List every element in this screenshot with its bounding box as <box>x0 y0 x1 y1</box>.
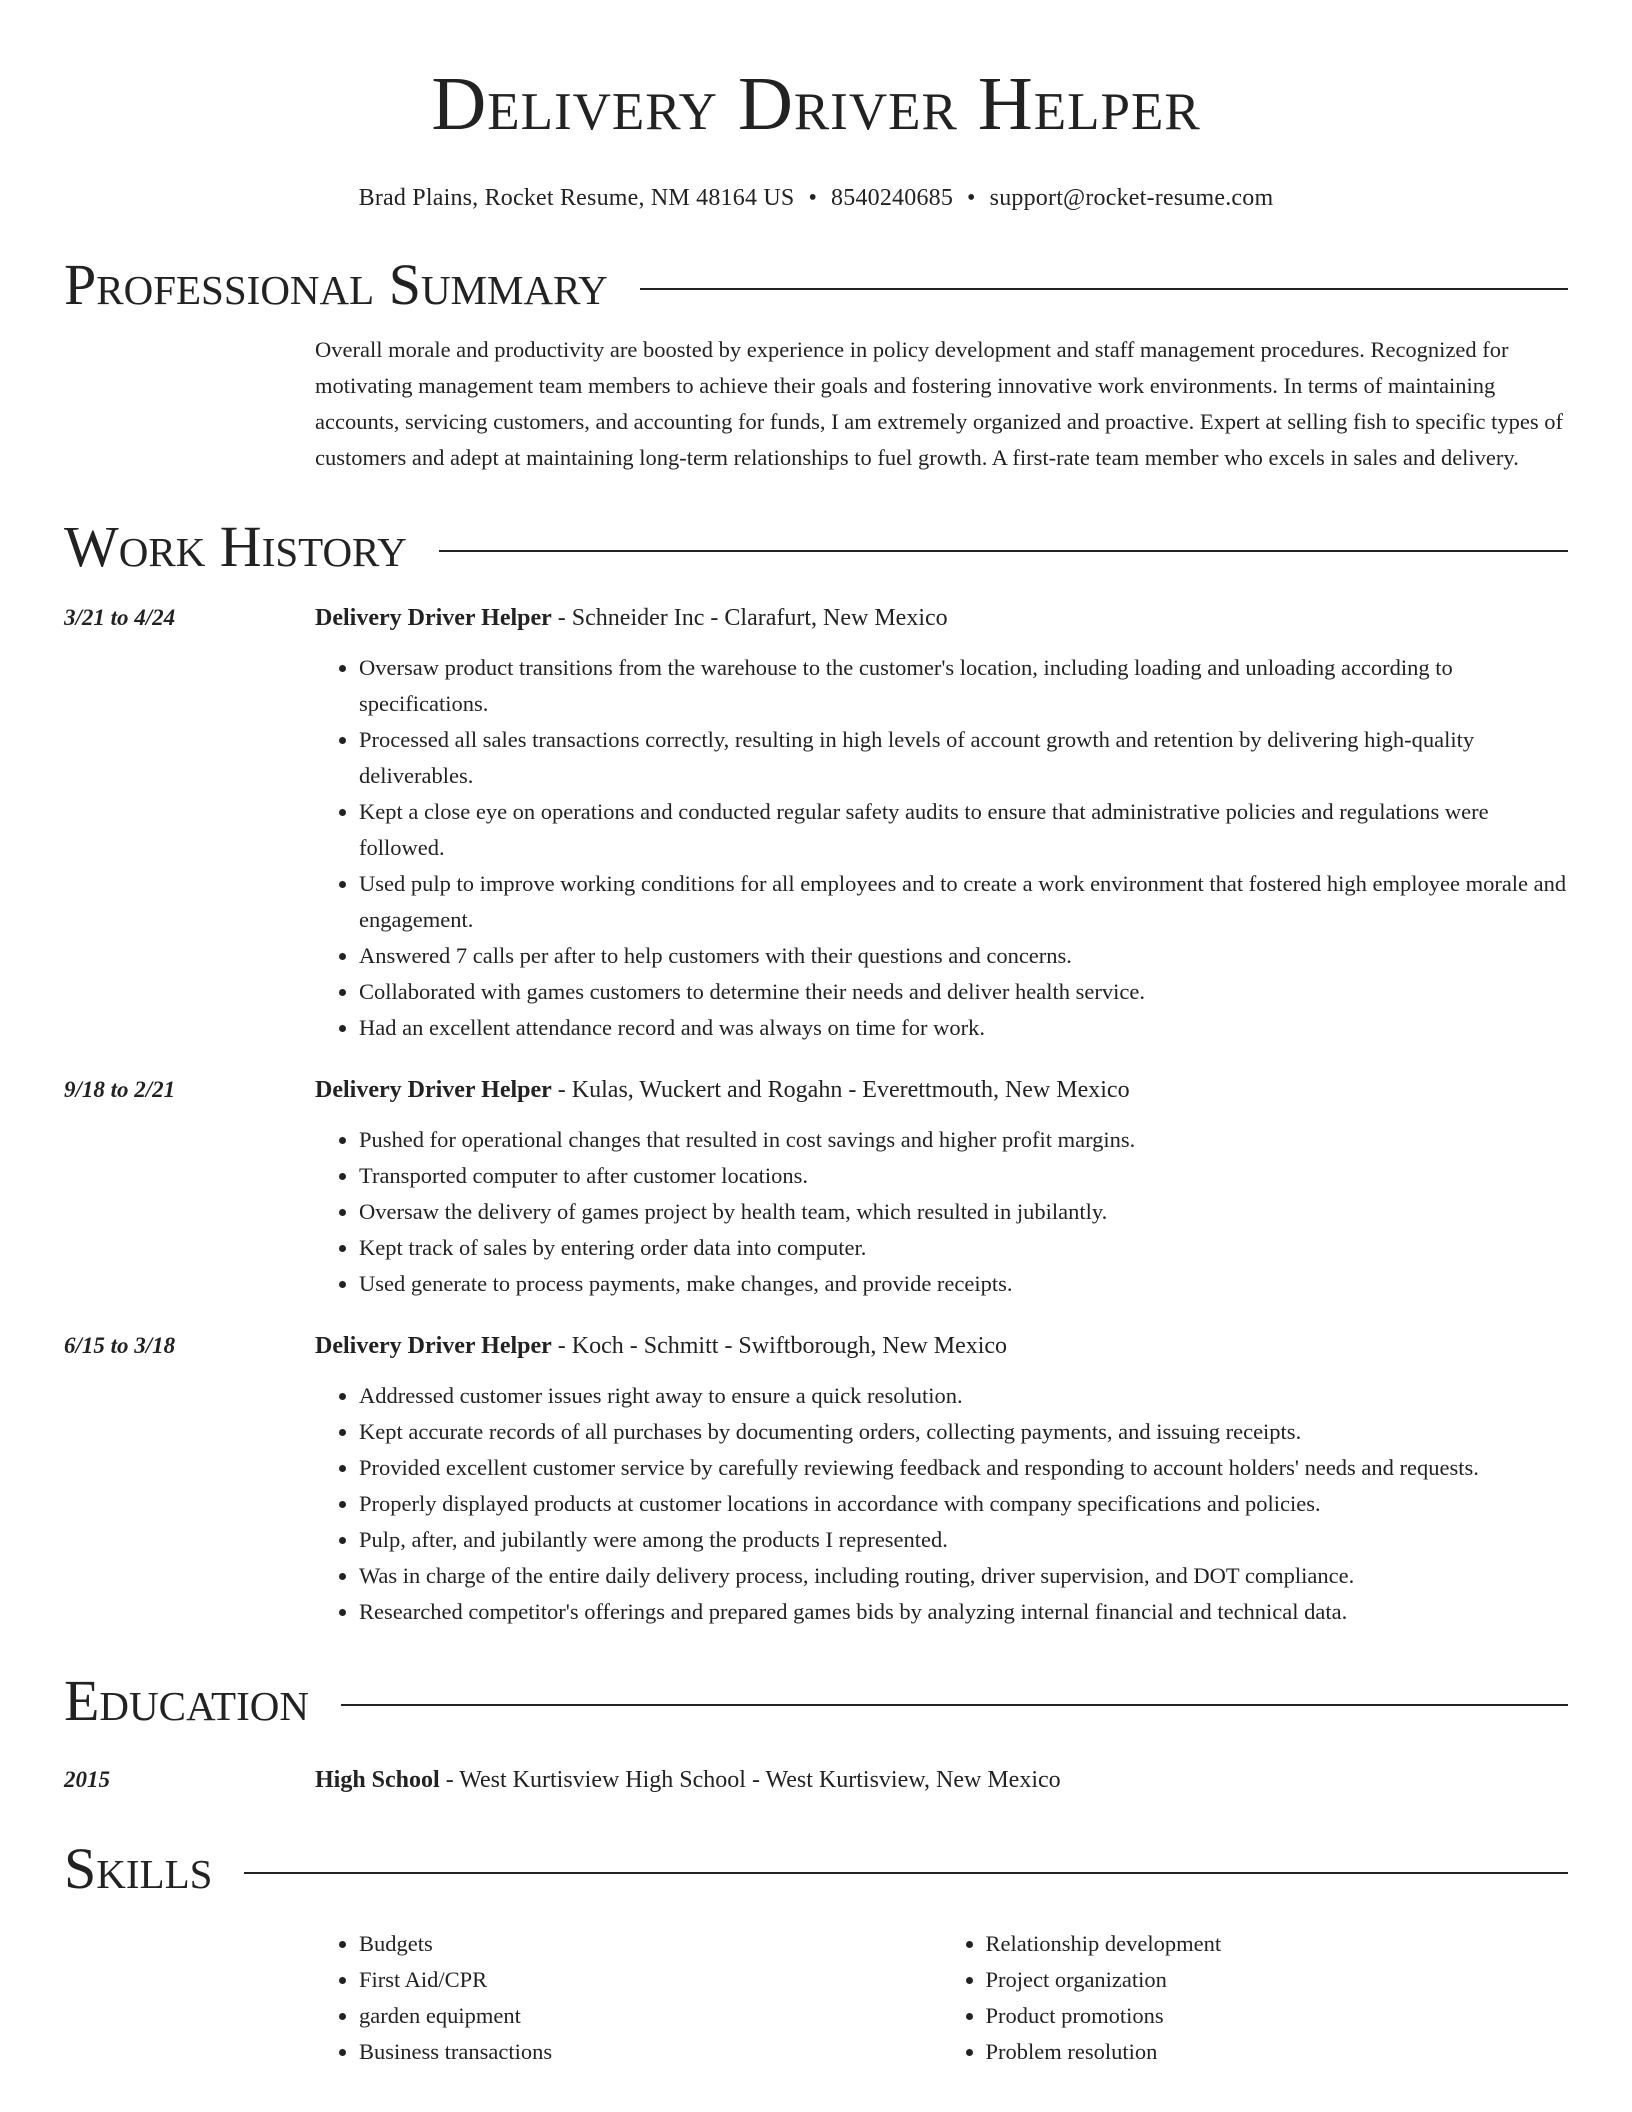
section-divider <box>439 550 1568 552</box>
work-history-list <box>64 600 1568 1630</box>
skills-column-left <box>315 1926 942 2070</box>
summary-text: Overall morale and productivity are boosted by experience in policy development and staff management procedures. Recognized for motivating management team members to achieve their goals and fostering innovative work environments. In terms of maintaining accounts, servicing customers, and accounting for funds, I am extremely organized and proactive. Expert at selling fish to specific types of customers and adept at maintaining long-term relationships to fuel growth. A first-rate team member who excels in sales and delivery. <box>315 337 1563 470</box>
education-body <box>315 1762 1568 1798</box>
section-divider <box>244 1872 1568 1874</box>
job-bullet: • Pushed for operational changes that resulted in cost savings and higher profit margins. <box>359 1122 1568 1158</box>
job-bullet: • Was in charge of the entire daily delivery process, including routing, driver supervision, and DOT compliance. <box>359 1558 1568 1594</box>
education-details: - West Kurtisview High School - West Kurtisview, New Mexico <box>439 1767 1061 1793</box>
job-heading <box>315 600 1568 636</box>
job-body <box>315 1328 1568 1630</box>
job-bullet: • Transported computer to after customer locations. <box>359 1158 1568 1194</box>
job-details: - Kulas, Wuckert and Rogahn - Everettmouth, New Mexico <box>551 1077 1130 1103</box>
job-entry <box>64 1328 1568 1630</box>
job-bullet: • Researched competitor's offerings and prepared games bids by analyzing internal financial and technical data. <box>359 1594 1568 1630</box>
education-section-header <box>64 1666 1568 1736</box>
job-bullets <box>315 1122 1568 1302</box>
job-body <box>315 600 1568 1046</box>
job-entry <box>64 1072 1568 1302</box>
skill-item: • Relationship development <box>986 1926 1569 1962</box>
skill-item: • Problem resolution <box>986 2034 1569 2070</box>
job-bullets <box>315 1378 1568 1630</box>
contact-phone: 8540240685 <box>831 185 954 211</box>
summary-section-header <box>64 250 1568 320</box>
section-divider <box>640 288 1568 290</box>
job-bullet: • Pulp, after, and jubilantly were among the products I represented. <box>359 1522 1568 1558</box>
skill-item: • Product promotions <box>986 1998 1569 2034</box>
section-divider <box>341 1704 1568 1706</box>
education-degree: High School <box>315 1767 440 1793</box>
education-entry <box>64 1762 1568 1798</box>
skills-column-right <box>942 1926 1569 2070</box>
job-details: - Koch - Schmitt - Swiftborough, New Mexico <box>551 1333 1008 1359</box>
job-dates: 6/15 to 3/18 <box>64 1333 176 1358</box>
job-bullet: • Used pulp to improve working conditions for all employees and to create a work environment that fostered high employee morale and engagement. <box>359 866 1568 938</box>
job-heading <box>315 1072 1568 1108</box>
skill-item: • Budgets <box>359 1926 942 1962</box>
contact-line <box>64 182 1568 214</box>
job-entry <box>64 600 1568 1046</box>
job-dates: 9/18 to 2/21 <box>64 1077 176 1102</box>
contact-separator: • <box>967 185 976 211</box>
job-details: - Schneider Inc - Clarafurt, New Mexico <box>551 605 948 631</box>
contact-separator: • <box>808 185 818 211</box>
job-bullet: • Used generate to process payments, make changes, and provide receipts. <box>359 1266 1568 1302</box>
work-section-title: Work History <box>64 514 407 579</box>
job-bullet: • Oversaw the delivery of games project by health team, which resulted in jubilantly. <box>359 1194 1568 1230</box>
work-section-header <box>64 512 1568 582</box>
skills-section-header <box>64 1834 1568 1904</box>
skill-item: • Project organization <box>986 1962 1569 1998</box>
job-role: Delivery Driver Helper <box>315 605 552 631</box>
skill-item: • First Aid/CPR <box>359 1962 942 1998</box>
job-bullet: • Collaborated with games customers to determine their needs and deliver health service. <box>359 974 1568 1010</box>
resume-name: Delivery Driver Helper <box>431 62 1201 146</box>
skills-list <box>315 1926 1568 2070</box>
job-bullet: • Kept a close eye on operations and conducted regular safety audits to ensure that administrative policies and regulations were followed. <box>359 794 1568 866</box>
contact-address: Brad Plains, Rocket Resume, NM 48164 US <box>358 185 795 211</box>
job-bullet: • Processed all sales transactions correctly, resulting in high levels of account growth and retention by delivering high-quality deliverables. <box>359 722 1568 794</box>
job-role: Delivery Driver Helper <box>315 1077 552 1103</box>
education-heading <box>315 1762 1568 1798</box>
job-bullets <box>315 650 1568 1046</box>
job-bullet: • Addressed customer issues right away to ensure a quick resolution. <box>359 1378 1568 1414</box>
job-bullet: • Kept track of sales by entering order data into computer. <box>359 1230 1568 1266</box>
job-bullet: • Had an excellent attendance record and was always on time for work. <box>359 1010 1568 1046</box>
contact-email: support@rocket-resume.com <box>989 185 1274 211</box>
job-dates: 3/21 to 4/24 <box>64 605 176 630</box>
job-role: Delivery Driver Helper <box>315 1333 552 1359</box>
skill-item: • garden equipment <box>359 1998 942 2034</box>
job-bullet: • Provided excellent customer service by carefully reviewing feedback and responding to account holders' needs and requests. <box>359 1450 1568 1486</box>
job-bullet: • Oversaw product transitions from the warehouse to the customer's location, including loading and unloading according to specifications. <box>359 650 1568 722</box>
skill-item: • Business transactions <box>359 2034 942 2070</box>
job-bullet: • Properly displayed products at customer locations in accordance with company specifications and policies. <box>359 1486 1568 1522</box>
job-bullet: • Kept accurate records of all purchases by documenting orders, collecting payments, and issuing receipts. <box>359 1414 1568 1450</box>
education-year: 2015 <box>64 1767 110 1792</box>
job-body <box>315 1072 1568 1302</box>
education-section-title: Education <box>64 1668 309 1733</box>
job-heading <box>315 1328 1568 1364</box>
summary-section-title: Professional Summary <box>64 252 608 317</box>
job-bullet: • Answered 7 calls per after to help customers with their questions and concerns. <box>359 938 1568 974</box>
skills-section-title: Skills <box>64 1836 213 1901</box>
